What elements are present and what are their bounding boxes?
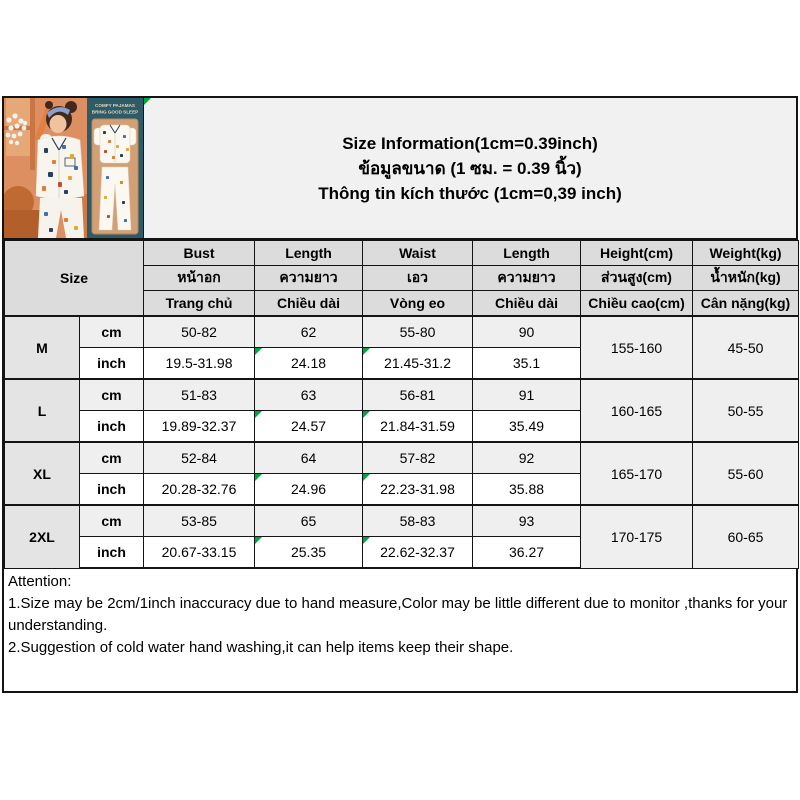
- value-cell: 21.84-31.59: [363, 411, 473, 443]
- header-cell-th: น้ำหนัก(kg): [693, 266, 799, 291]
- value-cell: 53-85: [144, 505, 255, 537]
- unit-cell: cm: [80, 316, 144, 348]
- header-cell-th: เอว: [363, 266, 473, 291]
- value-cell: 51-83: [144, 379, 255, 411]
- title-line-en: Size Information(1cm=0.39inch): [342, 133, 598, 153]
- size-label-cell: L: [5, 379, 80, 442]
- cell-flag-icon: [255, 537, 262, 544]
- weight-cell: 60-65: [693, 505, 799, 568]
- height-cell: 160-165: [581, 379, 693, 442]
- value-cell: 62: [255, 316, 363, 348]
- unit-cell: inch: [80, 411, 144, 443]
- header-cell-en: Bust: [144, 241, 255, 266]
- header-cell-vi: Chiều dài: [473, 291, 581, 317]
- value-cell: 24.18: [255, 348, 363, 380]
- value-cell: 58-83: [363, 505, 473, 537]
- size-table: [4, 240, 799, 569]
- header-cell-en: Length: [473, 241, 581, 266]
- badge-text-line1: COMFY PAJAMAS: [95, 103, 135, 108]
- cell-flag-icon: [144, 98, 151, 105]
- header-cell-en: Height(cm): [581, 241, 693, 266]
- header-cell-en: Length: [255, 241, 363, 266]
- unit-cell: inch: [80, 474, 144, 506]
- title-band: [4, 98, 796, 240]
- size-label-cell: XL: [5, 442, 80, 505]
- title-line-vi: Thông tin kích thước (1cm=0,39 inch): [318, 183, 622, 203]
- pajama-set-inset: [87, 98, 143, 238]
- value-cell: 35.88: [473, 474, 581, 506]
- cell-flag-icon: [255, 411, 262, 418]
- unit-cell: inch: [80, 348, 144, 380]
- value-cell: 65: [255, 505, 363, 537]
- weight-cell: 45-50: [693, 316, 799, 379]
- value-cell: 91: [473, 379, 581, 411]
- header-cell-th: ความยาว: [255, 266, 363, 291]
- header-cell-vi: Chiều cao(cm): [581, 291, 693, 317]
- size-corner-cell: Size: [5, 241, 144, 317]
- value-cell: 35.1: [473, 348, 581, 380]
- value-cell: 25.35: [255, 537, 363, 569]
- unit-cell: cm: [80, 442, 144, 474]
- size-label-cell: M: [5, 316, 80, 379]
- value-cell: 63: [255, 379, 363, 411]
- size-label-cell: 2XL: [5, 505, 80, 568]
- value-cell: 56-81: [363, 379, 473, 411]
- value-cell: 52-84: [144, 442, 255, 474]
- cell-flag-icon: [363, 348, 370, 355]
- attention-heading: Attention:: [8, 573, 72, 590]
- badge-text-line2: BRING GOOD SLEEP: [91, 109, 139, 115]
- value-cell: 24.96: [255, 474, 363, 506]
- attention-note-1: 1.Size may be 2cm/1inch inaccuracy due to hand measure,Color may be little different due to monitor ,thanks for your understanding.: [8, 595, 788, 634]
- header-cell-en: Waist: [363, 241, 473, 266]
- value-cell: 57-82: [363, 442, 473, 474]
- value-cell: 36.27: [473, 537, 581, 569]
- title-line-th: ข้อมูลขนาด (1 ซม. = 0.39 นิ้ว): [358, 158, 582, 178]
- value-cell: 19.5-31.98: [144, 348, 255, 380]
- value-cell: 20.28-32.76: [144, 474, 255, 506]
- header-cell-th: ส่วนสูง(cm): [581, 266, 693, 291]
- header-cell-vi: Trang chủ: [144, 291, 255, 317]
- size-information-title: [144, 98, 796, 238]
- header-cell-vi: Vòng eo: [363, 291, 473, 317]
- unit-cell: cm: [80, 505, 144, 537]
- cell-flag-icon: [255, 348, 262, 355]
- value-cell: 19.89-32.37: [144, 411, 255, 443]
- value-cell: 24.57: [255, 411, 363, 443]
- header-cell-vi: Chiều dài: [255, 291, 363, 317]
- header-cell-th: ความยาว: [473, 266, 581, 291]
- value-cell: 20.67-33.15: [144, 537, 255, 569]
- value-cell: 50-82: [144, 316, 255, 348]
- value-cell: 90: [473, 316, 581, 348]
- header-cell-en: Weight(kg): [693, 241, 799, 266]
- header-cell-th: หน้าอก: [144, 266, 255, 291]
- value-cell: 64: [255, 442, 363, 474]
- cell-flag-icon: [363, 537, 370, 544]
- unit-cell: inch: [80, 537, 144, 569]
- cell-flag-icon: [255, 474, 262, 481]
- value-cell: 55-80: [363, 316, 473, 348]
- header-cell-vi: Cân nặng(kg): [693, 291, 799, 317]
- attention-note-2: 2.Suggestion of cold water hand washing,it can help items keep their shape.: [8, 639, 514, 656]
- value-cell: 92: [473, 442, 581, 474]
- cell-flag-icon: [363, 411, 370, 418]
- value-cell: 93: [473, 505, 581, 537]
- size-chart-sheet: [2, 96, 798, 693]
- weight-cell: 50-55: [693, 379, 799, 442]
- weight-cell: 55-60: [693, 442, 799, 505]
- height-cell: 165-170: [581, 442, 693, 505]
- height-cell: 155-160: [581, 316, 693, 379]
- attention-notes: [4, 569, 796, 691]
- value-cell: 21.45-31.2: [363, 348, 473, 380]
- cell-flag-icon: [363, 474, 370, 481]
- value-cell: 35.49: [473, 411, 581, 443]
- value-cell: 22.23-31.98: [363, 474, 473, 506]
- height-cell: 170-175: [581, 505, 693, 568]
- product-photo: [4, 98, 144, 238]
- unit-cell: cm: [80, 379, 144, 411]
- pajama-photo-illustration: [4, 98, 143, 238]
- value-cell: 22.62-32.37: [363, 537, 473, 569]
